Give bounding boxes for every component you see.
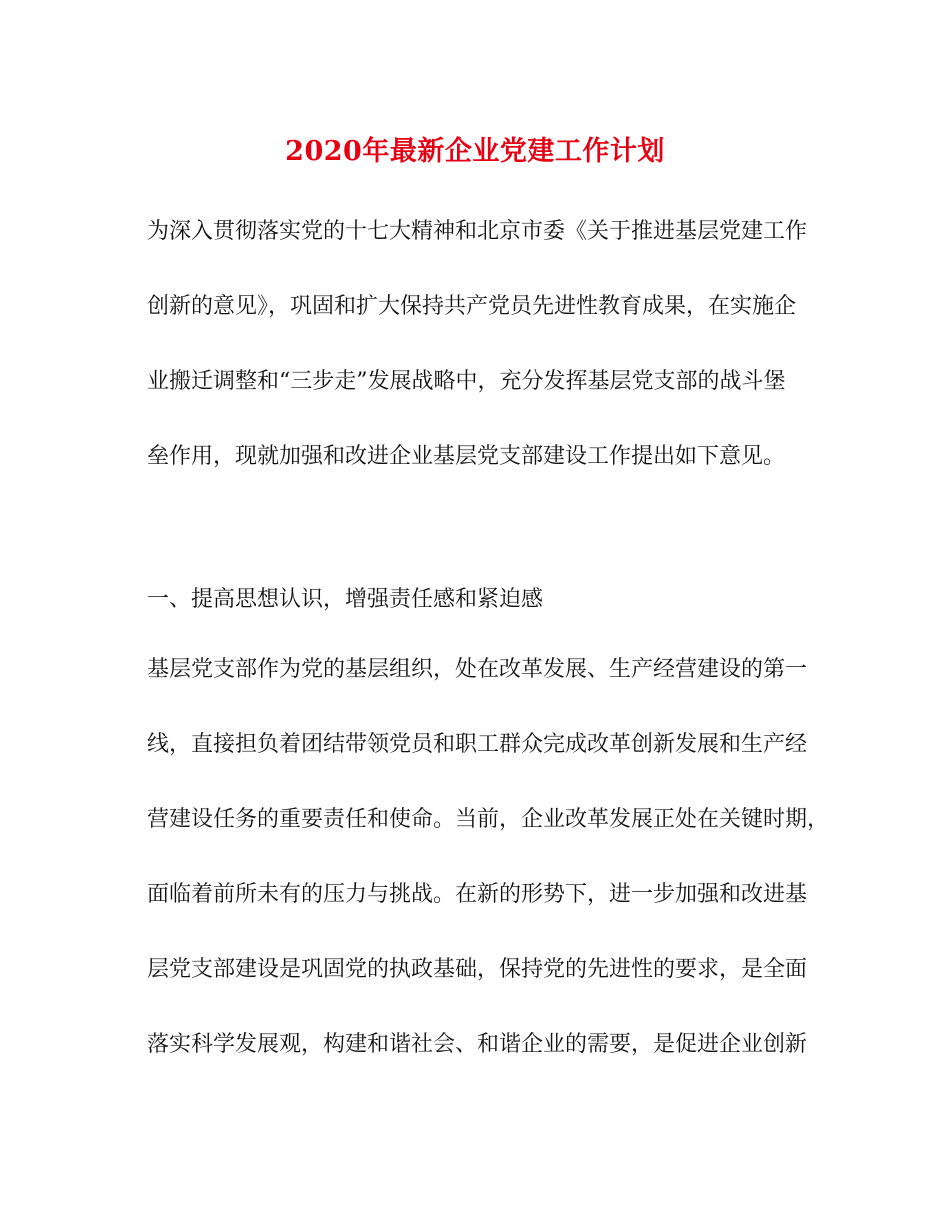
intro-line: 为深入贯彻落实党的十七大精神和北京市委《关于推进基层党建工作: [147, 219, 808, 244]
section-body-line: 层党支部建设是巩固党的执政基础，保持党的先进性的要求，是全面: [147, 957, 808, 982]
section-body-line: 落实科学发展观，构建和谐社会、和谐企业的需要，是促进企业创新: [147, 1032, 808, 1057]
section-body-line: 基层党支部作为党的基层组织，处在改革发展、生产经营建设的第一: [147, 657, 808, 682]
document-title: 2020年最新企业党建工作计划: [285, 136, 665, 167]
section-body-line: 营建设任务的重要责任和使命。当前，企业改革发展正处在关键时期，: [147, 807, 830, 832]
intro-line: 业搬迁调整和“三步走”发展战略中，充分发挥基层党支部的战斗堡: [147, 369, 786, 394]
intro-line: 创新的意见》，巩固和扩大保持共产党员先进性教育成果，在实施企: [147, 294, 797, 319]
intro-line: 垒作用，现就加强和改进企业基层党支部建设工作提出如下意见。: [147, 444, 786, 469]
section-body-line: 线，直接担负着团结带领党员和职工群众完成改革创新发展和生产经: [147, 732, 808, 757]
section-body-line: 面临着前所未有的压力与挑战。在新的形势下，进一步加强和改进基: [147, 882, 808, 907]
section-heading: 一、提高思想认识，增强责任感和紧迫感: [147, 587, 544, 612]
